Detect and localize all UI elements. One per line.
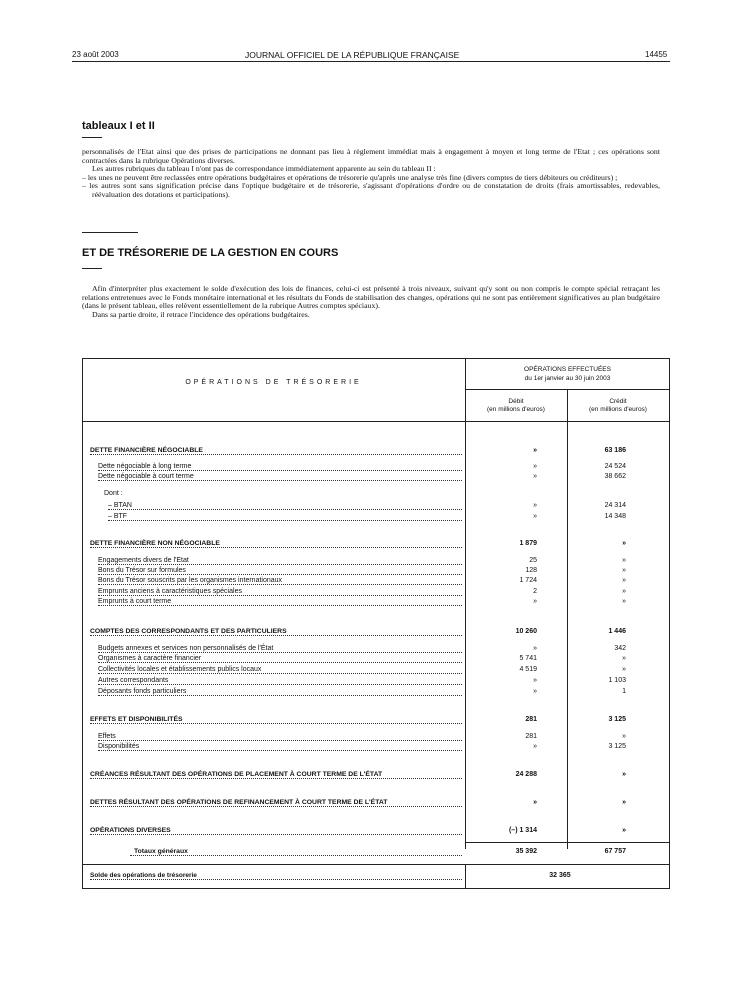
row-label: OPÉRATIONS DIVERSES xyxy=(90,827,171,834)
row-credit: » xyxy=(622,655,626,662)
row-label: Autres correspondants xyxy=(98,677,169,684)
row-label: Disponibilités xyxy=(98,743,140,750)
row-label: Collectivités locales et établissements publics locaux xyxy=(98,666,262,673)
row-leader xyxy=(108,520,462,521)
row-label: COMPTES DES CORRESPONDANTS ET DES PARTICULIERS xyxy=(90,628,287,635)
row-credit: » xyxy=(622,771,626,778)
header-title: JOURNAL OFFICIEL DE LA RÉPUBLIQUE FRANÇAISE xyxy=(245,50,460,60)
table-row xyxy=(90,513,668,523)
row-debit: 2 xyxy=(533,588,537,595)
row-label: – BTAN xyxy=(108,502,132,509)
row-label: Effets xyxy=(98,733,116,740)
section1-line-4: – les autres sont sans signification précise dans l'optique budgétaire et de trésorerie, s'agissant d'opérations d'ordre ou de constatation de droits (frais amortissables, redevables, réévaluation des dotations et participations). xyxy=(82,181,660,199)
table-row xyxy=(90,799,668,809)
solde-label: Solde des opérations de trésorerie xyxy=(90,872,197,879)
row-leader xyxy=(98,595,462,596)
row-leader xyxy=(98,673,462,674)
section2-text xyxy=(82,285,660,319)
table-row xyxy=(90,666,668,676)
col-header-group: OPÉRATIONS EFFECTUÉES xyxy=(524,366,611,373)
row-label: Dette négociable à long terme xyxy=(98,463,192,470)
col-header-credit: Crédit xyxy=(609,398,627,405)
row-label: Déposants fonds particuliers xyxy=(98,688,187,695)
row-credit: 1 446 xyxy=(608,628,626,635)
row-label: DETTES RÉSULTANT DES OPÉRATIONS DE REFINANCEMENT À COURT TERME DE L'ÉTAT xyxy=(90,799,388,806)
table-row xyxy=(90,557,668,567)
table-row xyxy=(90,567,668,577)
row-leader xyxy=(98,740,462,741)
table-row xyxy=(90,771,668,781)
row-credit: » xyxy=(622,827,626,834)
table-totals-bottom-rule xyxy=(82,864,670,865)
table-row xyxy=(90,743,668,753)
table-row xyxy=(90,447,668,457)
col-header-credit-unit: (en millions d'euros) xyxy=(589,406,647,413)
row-debit: 24 288 xyxy=(515,771,537,778)
row-credit: 24 524 xyxy=(604,463,626,470)
table-row xyxy=(90,688,668,698)
totals-leader xyxy=(130,855,462,856)
row-label: Organismes à caractère financier xyxy=(98,655,202,662)
row-debit: 5 741 xyxy=(519,655,537,662)
row-credit: » xyxy=(622,598,626,605)
row-debit: (–) 1 314 xyxy=(508,827,537,834)
section1-rule xyxy=(82,137,102,138)
totals-row xyxy=(90,848,668,858)
table-row xyxy=(90,598,668,608)
row-label: Engagements divers de l'Etat xyxy=(98,557,189,564)
row-credit: » xyxy=(622,588,626,595)
row-credit: » xyxy=(622,540,626,547)
row-leader xyxy=(90,806,462,807)
table-row xyxy=(90,645,668,655)
row-credit: 3 125 xyxy=(608,743,626,750)
table-row xyxy=(90,655,668,665)
row-debit: » xyxy=(533,598,537,605)
row-credit: » xyxy=(622,733,626,740)
row-leader xyxy=(108,509,462,510)
table-right-rule xyxy=(669,358,670,888)
row-label: Bons du Trésor souscrits par les organismes internationaux xyxy=(98,577,283,584)
row-credit: » xyxy=(622,577,626,584)
col-header-debit: Débit xyxy=(508,398,524,405)
table-row xyxy=(90,473,668,483)
table-row xyxy=(90,827,668,837)
table-row xyxy=(90,628,668,638)
row-credit: 1 103 xyxy=(608,677,626,684)
row-debit: 1 724 xyxy=(519,577,537,584)
row-debit: » xyxy=(533,502,537,509)
header-page-number: 14455 xyxy=(645,50,668,59)
row-leader xyxy=(98,750,462,751)
section2-heading: ET DE TRÉSORERIE DE LA GESTION EN COURS xyxy=(82,247,339,259)
row-debit: » xyxy=(533,688,537,695)
section1-line-1: personnalisés de l'Etat ainsi que des prises de participations ne donnant pas lieu à règlement immédiat mais à engagement à moyen et long terme de l'Etat ; ces opérations sont contractées dans la rubrique Opérations diverses. xyxy=(82,147,660,165)
row-debit: 1 879 xyxy=(519,540,537,547)
row-debit: » xyxy=(533,645,537,652)
row-leader xyxy=(98,684,462,685)
row-label: Dont : xyxy=(104,490,123,497)
table-subheader-rule xyxy=(465,389,670,390)
solde-value: 32 365 xyxy=(549,872,571,879)
row-label: Emprunts à court terme xyxy=(98,598,172,605)
row-label: Dette négociable à court terme xyxy=(98,473,194,480)
row-credit: 24 314 xyxy=(604,502,626,509)
row-credit: » xyxy=(622,666,626,673)
row-credit: 1 xyxy=(622,688,626,695)
row-debit: 281 xyxy=(525,733,537,740)
row-leader xyxy=(98,574,462,575)
row-debit: 10 260 xyxy=(515,628,537,635)
row-label: Emprunts anciens à caractéristiques spéciales xyxy=(98,588,242,595)
totals-label: Totaux généraux xyxy=(134,848,188,855)
section1-end-rule xyxy=(82,232,138,233)
row-leader xyxy=(98,605,462,606)
row-debit: » xyxy=(533,677,537,684)
row-debit: » xyxy=(533,513,537,520)
row-debit: » xyxy=(533,473,537,480)
row-label: EFFETS ET DISPONIBILITÉS xyxy=(90,716,183,723)
section2-rule xyxy=(82,268,102,269)
section1-text xyxy=(82,148,660,200)
totals-credit: 67 757 xyxy=(604,848,626,855)
section1-line-3: – les unes ne peuvent être reclassées entre opérations budgétaires et opérations de trésorerie qu'après une analyse très fine (divers comptes de tiers débiteurs ou créditeurs) ; xyxy=(82,172,618,182)
row-debit: 25 xyxy=(529,557,537,564)
row-debit: 281 xyxy=(525,716,537,723)
table-row xyxy=(90,716,668,726)
col-header-debit-unit: (en millions d'euros) xyxy=(487,406,545,413)
table-row xyxy=(90,463,668,473)
table-totals-top-rule xyxy=(465,842,670,843)
row-debit: » xyxy=(533,463,537,470)
row-debit: » xyxy=(533,447,537,454)
section1-line-2: Les autres rubriques du tableau I n'ont pas de correspondance immédiatement apparente au sein du tableau II : xyxy=(92,164,436,174)
col-header-operations: OPÉRATIONS DE TRÉSORERIE xyxy=(185,379,362,386)
row-leader xyxy=(90,723,462,724)
table-row xyxy=(90,490,668,500)
row-debit: 128 xyxy=(525,567,537,574)
table-row xyxy=(90,540,668,550)
table-row xyxy=(90,577,668,587)
totals-debit: 35 392 xyxy=(515,848,537,855)
row-leader xyxy=(90,778,462,779)
table-top-rule xyxy=(82,358,670,359)
table-header-bottom-rule xyxy=(82,421,670,422)
section2-line-1: Afin d'interpréter plus exactement le solde d'exécution des lois de finances, celui-ci est présenté à trois niveaux, suivant qu'y sont ou non compris le compte spécial retraçant les relations entretenues avec le Fonds monétaire international et les résultats du Fonds de stabilisation des changes, opérations qui ne sont pas entièrement significatives au plan budgétaire (dans le présent tableau, elles relèvent essentiellement de la rubrique Autres comptes spéciaux). xyxy=(82,284,660,311)
row-credit: 3 125 xyxy=(608,716,626,723)
section2-line-2: Dans sa partie droite, il retrace l'incidence des opérations budgétaires. xyxy=(92,309,310,319)
solde-row xyxy=(90,872,668,882)
row-leader xyxy=(98,662,462,663)
row-debit: 4 519 xyxy=(519,666,537,673)
row-credit: » xyxy=(622,567,626,574)
table-bottom-rule xyxy=(82,888,670,889)
header-rule xyxy=(72,61,670,62)
row-label: CRÉANCES RÉSULTANT DES OPÉRATIONS DE PLACEMENT À COURT TERME DE L'ÉTAT xyxy=(90,771,383,778)
table-row xyxy=(90,502,668,512)
row-leader xyxy=(98,564,462,565)
row-credit: 14 348 xyxy=(604,513,626,520)
row-debit: » xyxy=(533,799,537,806)
row-label: DETTE FINANCIÈRE NON NÉGOCIABLE xyxy=(90,540,220,547)
row-credit: 63 186 xyxy=(604,447,626,454)
row-label: DETTE FINANCIÈRE NÉGOCIABLE xyxy=(90,447,203,454)
table-row xyxy=(90,588,668,598)
solde-leader xyxy=(90,879,462,880)
table-row xyxy=(90,733,668,743)
table-row xyxy=(90,677,668,687)
row-leader xyxy=(98,695,462,696)
table-left-rule xyxy=(82,358,83,888)
row-leader xyxy=(90,635,462,636)
row-credit: 342 xyxy=(614,645,626,652)
row-debit: » xyxy=(533,743,537,750)
row-credit: 38 662 xyxy=(604,473,626,480)
row-label: Budgets annexes et services non personnalisés de l'État xyxy=(98,645,274,652)
row-leader xyxy=(98,480,462,481)
row-label: – BTF xyxy=(108,513,128,520)
row-leader xyxy=(98,470,462,471)
header-date: 23 août 2003 xyxy=(72,50,119,59)
col-header-period: du 1er janvier au 30 juin 2003 xyxy=(524,375,611,382)
row-leader xyxy=(98,584,462,585)
row-leader xyxy=(90,834,462,835)
row-leader xyxy=(90,547,462,548)
row-label: Bons du Trésor sur formules xyxy=(98,567,186,574)
row-leader xyxy=(98,652,462,653)
row-credit: » xyxy=(622,557,626,564)
row-leader xyxy=(90,454,462,455)
section1-heading: tableaux I et II xyxy=(82,120,155,132)
row-credit: » xyxy=(622,799,626,806)
